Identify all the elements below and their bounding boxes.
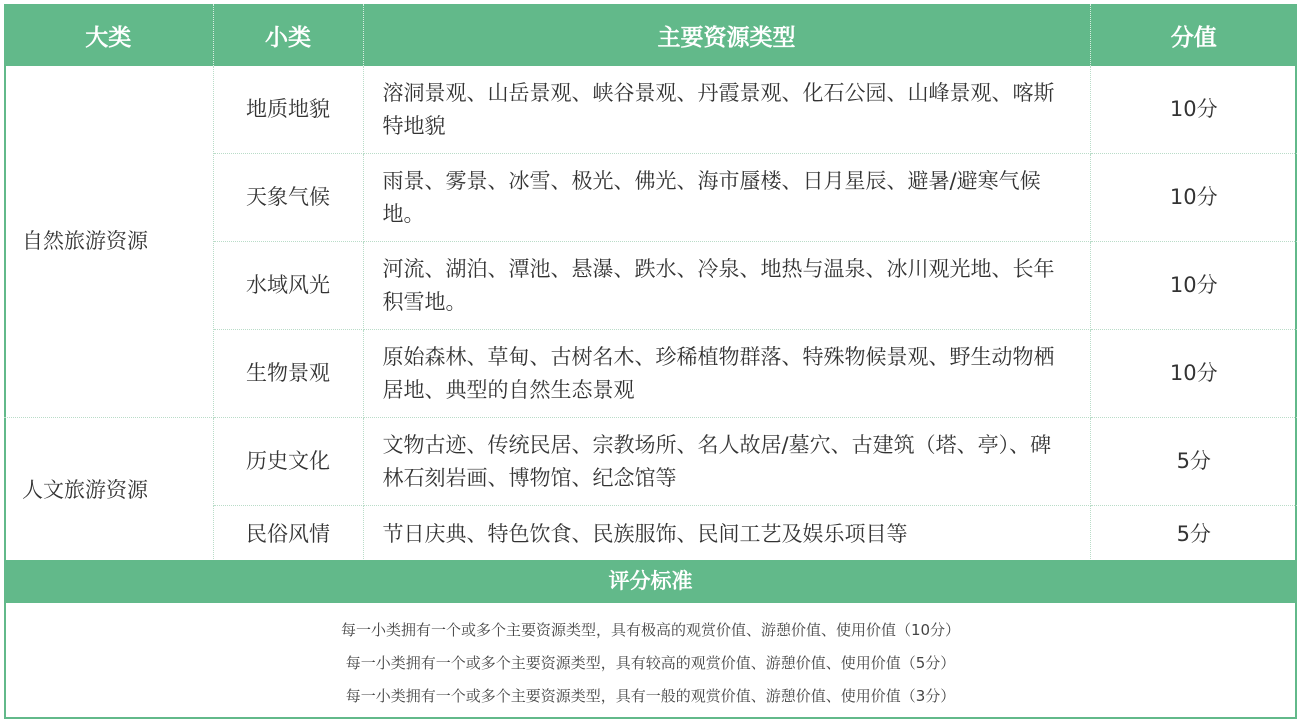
resource-types: 溶洞景观、山岳景观、峡谷景观、丹霞景观、化石公园、山峰景观、喀斯特地貌 — [363, 66, 1090, 154]
header-types: 主要资源类型 — [363, 4, 1090, 66]
score-value: 5分 — [1090, 418, 1297, 506]
resource-types: 节日庆典、特色饮食、民族服饰、民间工艺及娱乐项目等 — [363, 506, 1090, 563]
header-major: 大类 — [4, 4, 213, 66]
table-row — [4, 66, 1297, 154]
resource-types: 原始森林、草甸、古树名木、珍稀植物群落、特殊物候景观、野生动物栖居地、典型的自然生态景观 — [363, 330, 1090, 418]
resource-types: 雨景、雾景、冰雪、极光、佛光、海市蜃楼、日月星辰、避暑/避寒气候地。 — [363, 154, 1090, 242]
scoring-standard-title: 评分标准 — [4, 560, 1297, 603]
scoring-standard-body — [4, 603, 1297, 713]
minor-category: 历史文化 — [213, 418, 363, 506]
header-minor: 小类 — [213, 4, 363, 66]
table-header-row — [4, 4, 1297, 66]
resource-types: 文物古迹、传统民居、宗教场所、名人故居/墓穴、古建筑（塔、亭）、碑林石刻岩画、博物馆、纪念馆等 — [363, 418, 1090, 506]
minor-category: 水域风光 — [213, 242, 363, 330]
scoring-standard-line: 每一小类拥有一个或多个主要资源类型，具有较高的观赏价值、游憩价值、使用价值（5分） — [345, 654, 956, 672]
score-value: 10分 — [1090, 330, 1297, 418]
major-category-natural: 自然旅游资源 — [4, 66, 213, 418]
minor-category: 天象气候 — [213, 154, 363, 242]
minor-category: 民俗风情 — [213, 506, 363, 563]
header-score: 分值 — [1090, 4, 1297, 66]
minor-category: 地质地貌 — [213, 66, 363, 154]
score-value: 10分 — [1090, 66, 1297, 154]
resource-table — [4, 4, 1297, 563]
scoring-standard-section — [4, 560, 1297, 719]
scoring-standard-line: 每一小类拥有一个或多个主要资源类型，具有一般的观赏价值、游憩价值、使用价值（3分） — [345, 687, 956, 705]
score-value: 10分 — [1090, 154, 1297, 242]
score-value: 5分 — [1090, 506, 1297, 563]
resource-types: 河流、湖泊、潭池、悬瀑、跌水、冷泉、地热与温泉、冰川观光地、长年积雪地。 — [363, 242, 1090, 330]
table-row — [4, 418, 1297, 506]
major-category-cultural: 人文旅游资源 — [4, 418, 213, 563]
scoring-standard-line: 每一小类拥有一个或多个主要资源类型，具有极高的观赏价值、游憩价值、使用价值（10分） — [340, 621, 961, 639]
score-value: 10分 — [1090, 242, 1297, 330]
minor-category: 生物景观 — [213, 330, 363, 418]
